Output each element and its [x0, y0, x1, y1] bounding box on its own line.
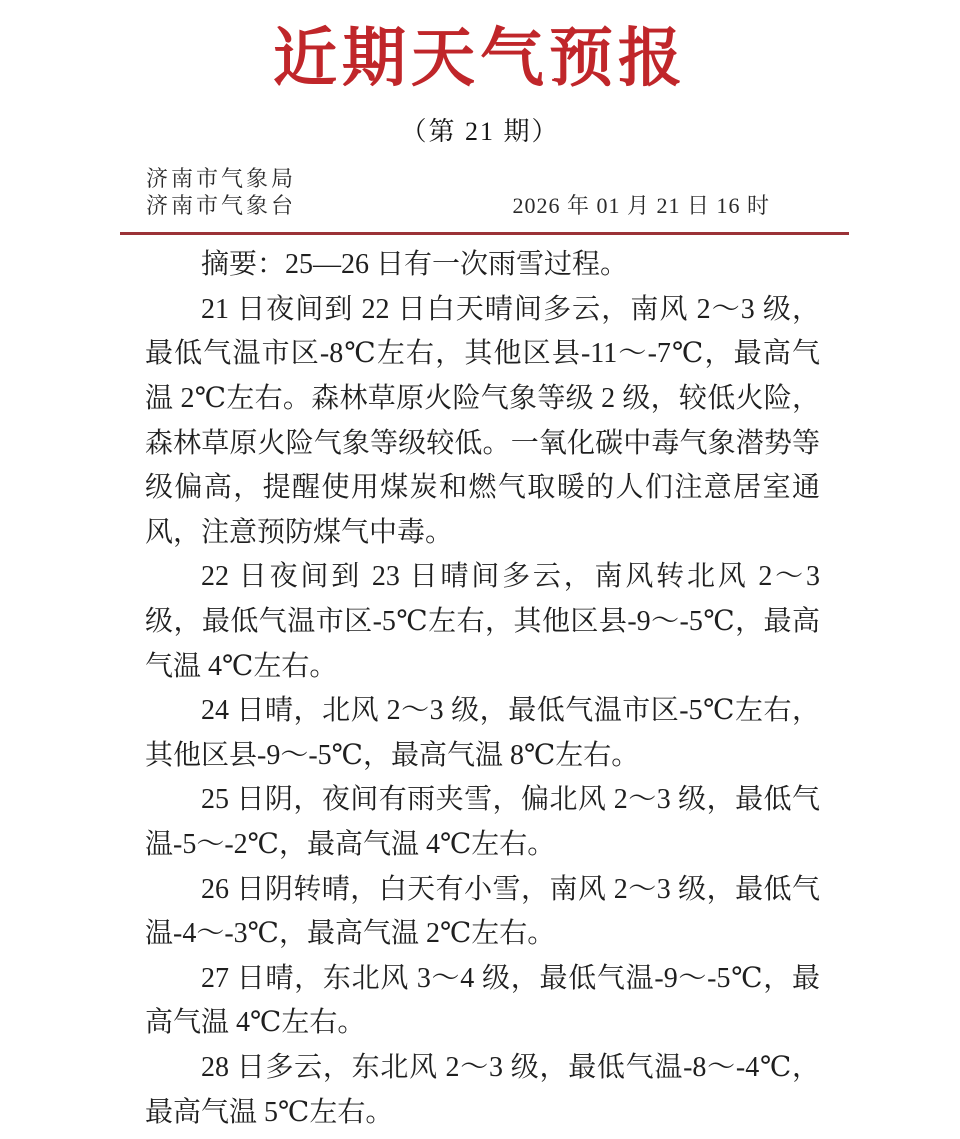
summary-paragraph: 摘要：25—26 日有一次雨雪过程。	[201, 249, 629, 281]
issue-number: （第 21 期）	[400, 117, 560, 147]
forecast-body	[145, 243, 820, 1135]
forecast-paragraph-day28: 28 日多云，东北风 2～3 级，最低气温-8～-4℃，最高气温 5℃左右。	[145, 1051, 820, 1128]
forecast-paragraph-day27: 27 日晴，东北风 3～4 级，最低气温-9～-5℃，最高气温 4℃左右。	[145, 962, 820, 1039]
issuer-bureau: 济南市气象局	[146, 166, 297, 192]
header-divider-rule	[120, 232, 849, 235]
page-title: 近期天气预报	[273, 23, 687, 94]
issuer-block	[146, 165, 296, 219]
forecast-paragraph-day24: 24 日晴，北风 2～3 级，最低气温市区-5℃左右，其他区县-9～-5℃，最高气温 8℃左右。	[145, 695, 820, 771]
forecast-paragraph-day21-22: 21 日夜间到 22 日白天晴间多云，南风 2～3 级，最低气温市区-8℃左右，其他区县-11～-7℃，最高气温 2℃左右。森林草原火险气象等级 2 级，较低火险，森林草原火险气象等级较低。一氧化碳中毒气象潜势等级偏高，提醒使用煤炭和燃气取暖的人们注意居室通风，注意预防煤气中毒。	[145, 293, 820, 548]
forecast-paragraph-day22-23: 22 日夜间到 23 日晴间多云，南风转北风 2～3 级，最低气温市区-5℃左右，其他区县-9～-5℃，最高气温 4℃左右。	[145, 561, 820, 682]
forecast-paragraph-day25: 25 日阴，夜间有雨夹雪，偏北风 2～3 级，最低气温-5～-2℃，最高气温 4℃左右。	[145, 784, 820, 860]
forecast-paragraph-day26: 26 日阴转晴，白天有小雪，南风 2～3 级，最低气温-4～-3℃，最高气温 2℃左右。	[145, 873, 820, 950]
issuer-observatory: 济南市气象台	[146, 193, 297, 219]
issuer-header	[146, 165, 770, 219]
issue-datetime: 2026 年 01 月 21 日 16 时	[512, 193, 770, 219]
